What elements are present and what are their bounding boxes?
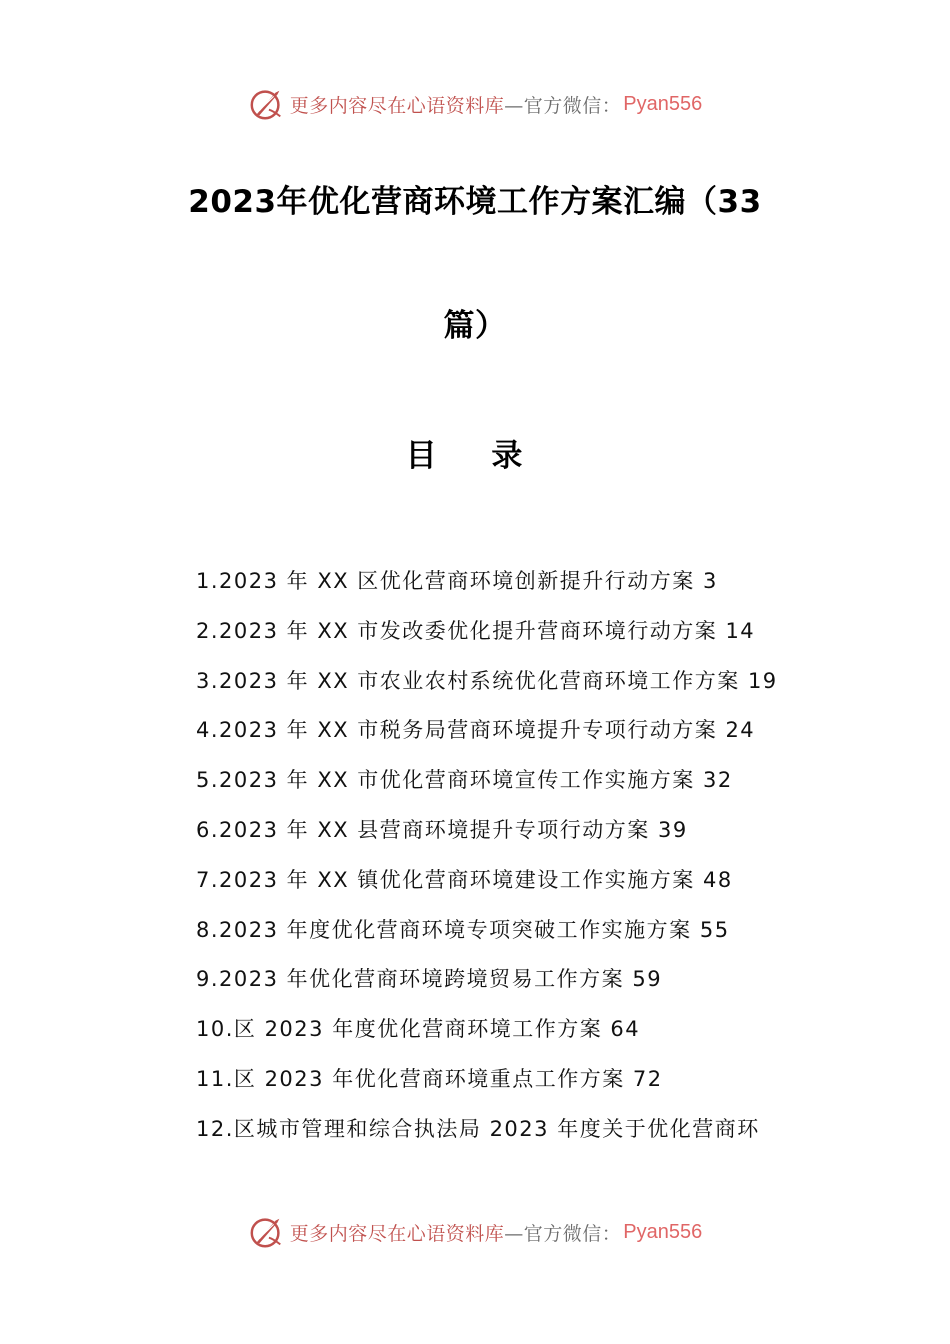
watermark-wechat-label: —官方微信： xyxy=(504,94,622,117)
watermark-wechat-id: Pyan556 xyxy=(623,1220,703,1243)
document-title-line-1: 2023年优化营商环境工作方案汇编（33 xyxy=(188,184,762,220)
footer-watermark xyxy=(0,1212,950,1252)
toc-item[interactable]: 2.2023 年 XX 市发改委优化提升营商环境行动方案 14 xyxy=(196,618,756,643)
watermark-site-name: 更多内容尽在心语资料库 xyxy=(289,94,505,117)
toc-item[interactable]: 4.2023 年 XX 市税务局营商环境提升专项行动方案 24 xyxy=(196,718,756,743)
toc-heading: 目 录 xyxy=(405,438,545,474)
document-title-line-2: 篇） xyxy=(443,308,507,344)
toc-item[interactable]: 9.2023 年优化营商环境跨境贸易工作方案 59 xyxy=(196,967,663,992)
watermark-wechat-label: —官方微信： xyxy=(504,1222,622,1245)
toc-item[interactable]: 7.2023 年 XX 镇优化营商环境建设工作实施方案 48 xyxy=(196,867,733,892)
toc-item[interactable]: 11.区 2023 年优化营商环境重点工作方案 72 xyxy=(196,1066,663,1091)
toc-item[interactable]: 6.2023 年 XX 县营商环境提升专项行动方案 39 xyxy=(196,817,688,842)
quill-pen-circle-icon xyxy=(248,1213,286,1251)
toc-item[interactable]: 8.2023 年度优化营商环境专项突破工作实施方案 55 xyxy=(196,917,730,942)
toc-item[interactable]: 12.区城市管理和综合执法局 2023 年度关于优化营商环 xyxy=(196,1116,760,1141)
watermark-site-name: 更多内容尽在心语资料库 xyxy=(289,1222,505,1245)
toc-item[interactable]: 3.2023 年 XX 市农业农村系统优化营商环境工作方案 19 xyxy=(196,668,778,693)
table-of-contents xyxy=(196,562,836,1160)
header-watermark xyxy=(0,84,950,124)
watermark-wechat-id: Pyan556 xyxy=(623,92,703,115)
quill-pen-circle-icon xyxy=(248,85,286,123)
toc-item[interactable]: 1.2023 年 XX 区优化营商环境创新提升行动方案 3 xyxy=(196,569,718,593)
toc-item[interactable]: 5.2023 年 XX 市优化营商环境宣传工作实施方案 32 xyxy=(196,768,733,793)
toc-item[interactable]: 10.区 2023 年度优化营商环境工作方案 64 xyxy=(196,1017,641,1042)
